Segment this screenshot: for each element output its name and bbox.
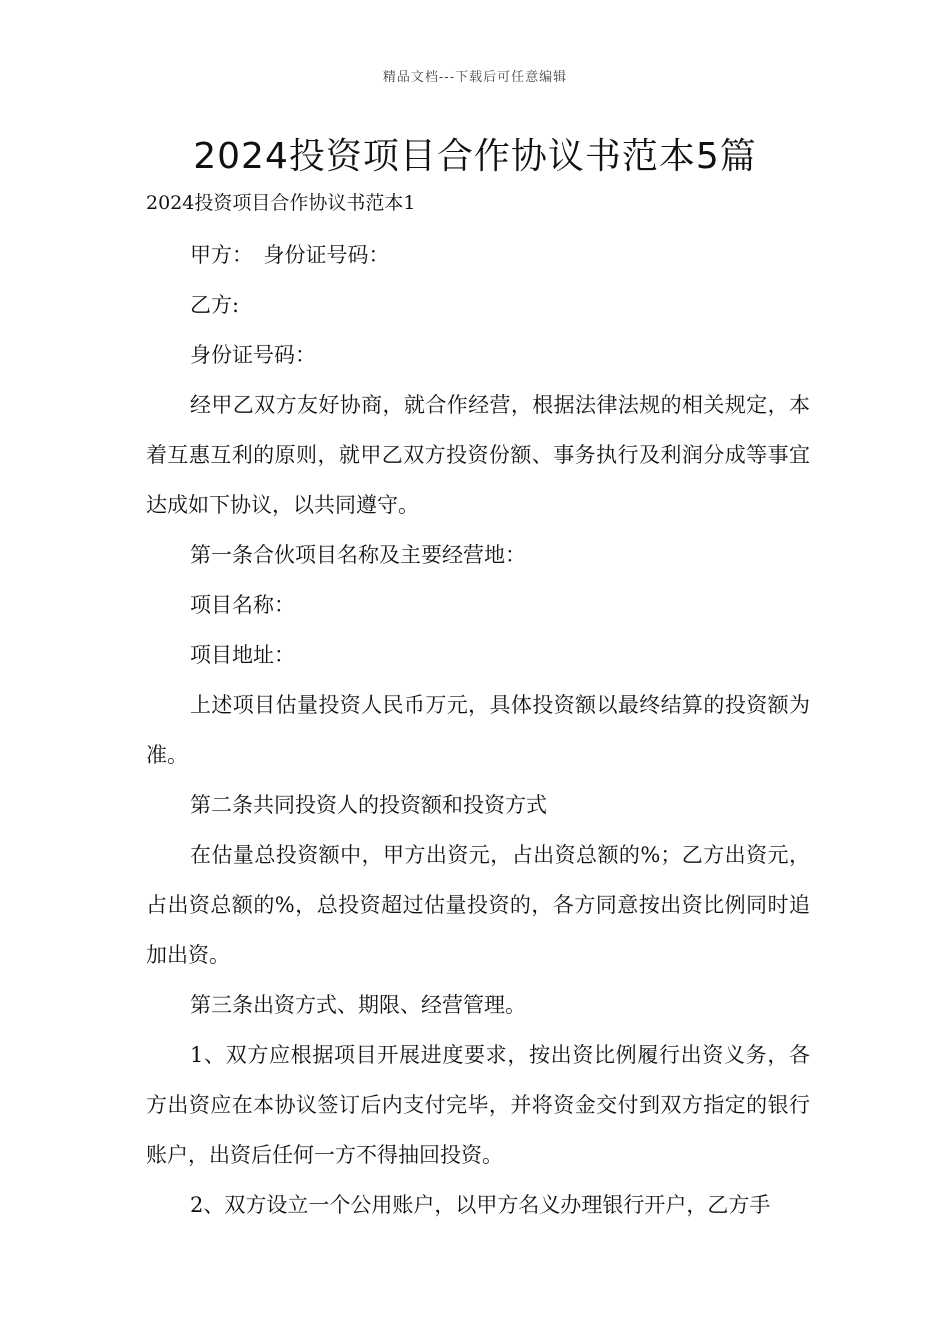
header-note: 精品文档---下载后可任意编辑 <box>382 70 568 85</box>
paragraph-contribution: 在估量总投资额中，甲方出资元，占出资总额的%；乙方出资元，占出资总额的%，总投资超过估量投资的，各方同意按出资比例同时追加出资。 <box>146 843 810 967</box>
document-title: 2024投资项目合作协议书范本5篇 <box>193 136 757 177</box>
paragraph-article-3: 第三条出资方式、期限、经营管理。 <box>190 993 526 1017</box>
document-body <box>146 230 810 1230</box>
paragraph-party-b-id: 身份证号码： <box>190 343 316 367</box>
paragraph-project-address: 项目地址： <box>190 643 295 667</box>
paragraph-preamble: 经甲乙双方友好协商，就合作经营，根据法律法规的相关规定，本着互惠互利的原则，就甲乙双方投资份额、事务执行及利润分成等事宜达成如下协议，以共同遵守。 <box>146 393 810 517</box>
section-subtitle: 2024投资项目合作协议书范本1 <box>146 192 416 214</box>
paragraph-article-2: 第二条共同投资人的投资额和投资方式 <box>190 793 547 817</box>
paragraph-clause-1: 1、双方应根据项目开展进度要求，按出资比例履行出资义务，各方出资应在本协议签订后内支付完毕，并将资金交付到双方指定的银行账户，出资后任何一方不得抽回投资。 <box>146 1043 810 1167</box>
paragraph-party-b: 乙方: <box>190 293 240 317</box>
paragraph-clause-2: 2、双方设立一个公用账户，以甲方名义办理银行开户，乙方手 <box>190 1193 771 1217</box>
paragraph-article-1: 第一条合伙项目名称及主要经营地： <box>190 543 526 567</box>
paragraph-investment-estimate: 上述项目估量投资人民币万元，具体投资额以最终结算的投资额为准。 <box>146 693 810 767</box>
paragraph-party-a: 甲方： 身份证号码： <box>190 243 390 267</box>
paragraph-project-name: 项目名称： <box>190 593 295 617</box>
